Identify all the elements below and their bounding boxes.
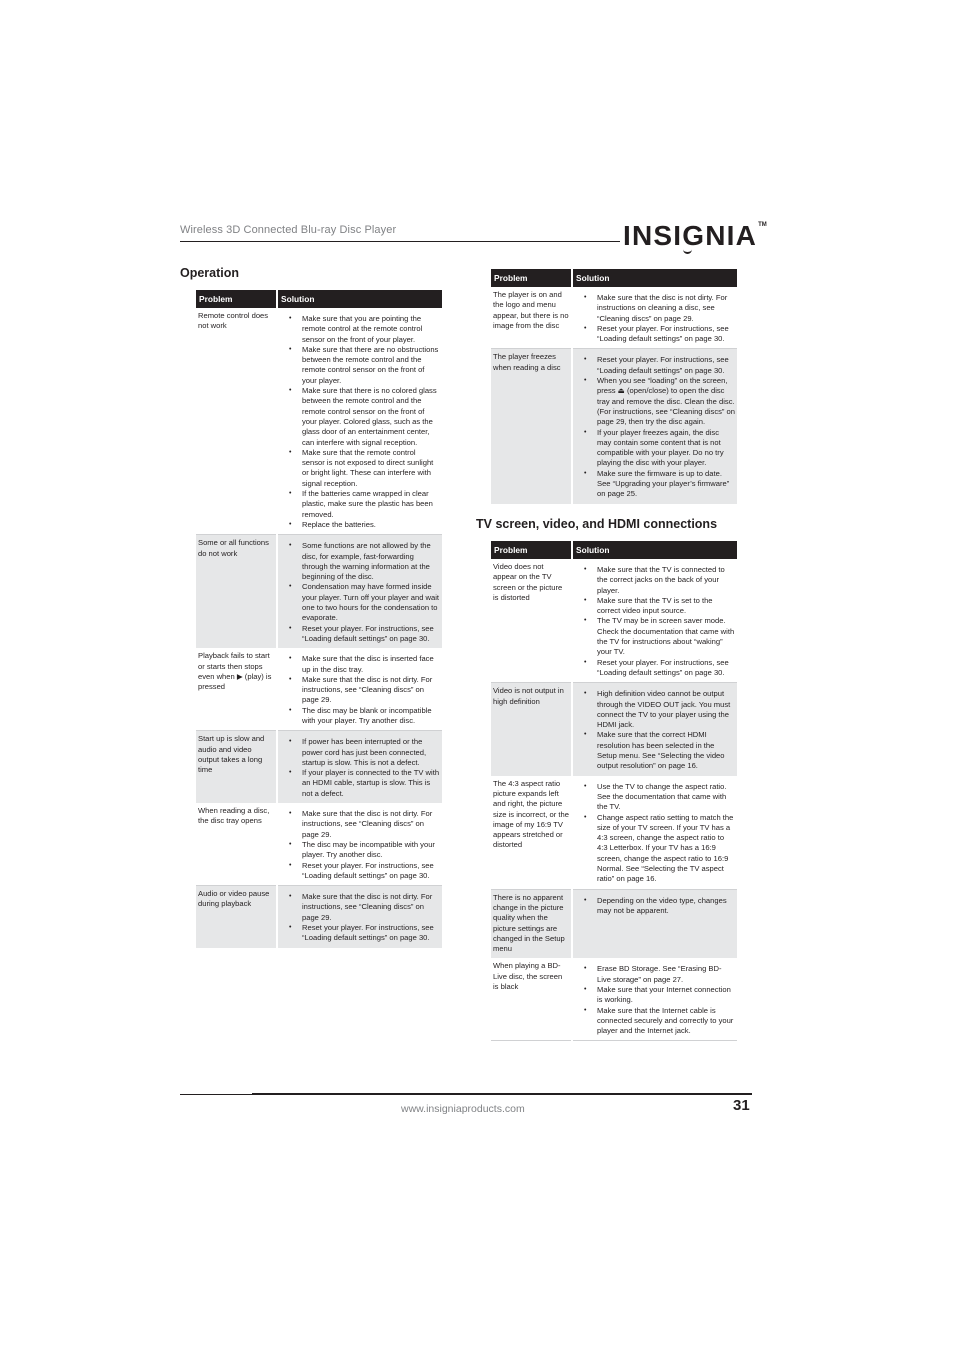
- solution-list: [575, 896, 735, 917]
- table-row: [491, 889, 737, 958]
- solution-cell: [572, 559, 737, 683]
- solution-list: [280, 654, 440, 726]
- solution-item: • Reset your player. For instructions, see “Loading default settings” on page 30.: [597, 355, 735, 376]
- logo-wordmark: INSIGNIA: [623, 220, 758, 251]
- solution-item: • Replace the batteries.: [302, 520, 440, 530]
- solution-item: • Reset your player. For instructions, see “Loading default settings” on page 30.: [597, 658, 735, 679]
- solution-item: • Reset your player. For instructions, see “Loading default settings” on page 30.: [597, 324, 735, 345]
- problem-cell: The 4:3 aspect ratio picture expands left and right, the picture size is incorrect, or the image of my 16:9 TV appears stretched or distorted: [491, 776, 572, 889]
- problem-column-header: Problem: [196, 290, 277, 308]
- problem-cell: Remote control does not work: [196, 308, 277, 535]
- table-row: [196, 731, 442, 803]
- solution-item: • If your player freezes again, the disc may contain some content that is not compatible with your player. Do no try playing the disc with your player.: [597, 428, 735, 469]
- table-row: [491, 683, 737, 776]
- solution-cell: [277, 648, 442, 731]
- solution-column-header: Solution: [572, 269, 737, 287]
- solution-cell: [277, 535, 442, 648]
- page-number: 31: [733, 1097, 750, 1114]
- solution-item: • Make sure that the correct HDMI resolution has been selected in the Setup menu. See “Selecting the video output resolution” on page 16.: [597, 730, 735, 771]
- problem-cell: Video is not output in high definition: [491, 683, 572, 776]
- solution-list: [575, 355, 735, 499]
- table-row: [491, 776, 737, 889]
- table-row: [196, 803, 442, 886]
- solution-item: • The TV may be in screen saver mode. Check the documentation that came with the TV for instructions about “waking” your TV.: [597, 616, 735, 657]
- solution-item: • Reset your player. For instructions, see “Loading default settings” on page 30.: [302, 624, 440, 645]
- tv-hdmi-heading: TV screen, video, and HDMI connections: [476, 517, 718, 531]
- solution-item: • Make sure that the disc is not dirty. For instructions on cleaning a disc, see “Cleaning discs” on page 29.: [597, 293, 735, 324]
- solution-item: • Erase BD Storage. See “Erasing BD-Live storage” on page 27.: [597, 964, 735, 985]
- solution-item: • If your player is connected to the TV with an HDMI cable, startup is slow. This is not a defect.: [302, 768, 440, 799]
- solution-list: [575, 293, 735, 344]
- solution-item: • Reset your player. For instructions, see “Loading default settings” on page 30.: [302, 923, 440, 944]
- operation-heading: Operation: [180, 266, 240, 280]
- header-divider: [180, 241, 620, 242]
- solution-item: • Make sure that the TV is connected to the correct jacks on the back of your player.: [597, 565, 735, 596]
- table-row: [491, 287, 737, 349]
- solution-item: • Make sure that you are pointing the remote control at the remote control sensor on the front of your player.: [302, 314, 440, 345]
- problem-cell: Playback fails to start or starts then stops even when ▶ (play) is pressed: [196, 648, 277, 731]
- table-header-row: [491, 269, 737, 287]
- solution-item: • The disc may be blank or incompatible with your player. Try another disc.: [302, 706, 440, 727]
- table-row: [491, 559, 737, 683]
- solution-item: • Reset your player. For instructions, see “Loading default settings” on page 30.: [302, 861, 440, 882]
- solution-item: • When you see “loading” on the screen, press ⏏ (open/close) to open the disc tray and remove the disc. Clean the disc. (For instructions, see “Cleaning discs” on page 29, then try the disc again.: [597, 376, 735, 427]
- table-row: [196, 308, 442, 535]
- solution-cell: [277, 803, 442, 886]
- insignia-logo: [623, 218, 767, 254]
- solution-cell: [572, 776, 737, 889]
- solution-cell: [572, 958, 737, 1041]
- solution-item: • Change aspect ratio setting to match the size of your TV screen. If your TV has a 4:3 screen, change the aspect ratio to 4:3 Letterbox. If your TV has a 16:9 screen, change the aspect ratio to 16:9 Normal. See “Selecting the TV aspect ratio” on page 16.: [597, 813, 735, 885]
- table-header-row: [491, 541, 737, 559]
- solution-list: [280, 809, 440, 881]
- logo-swoosh-icon: [683, 247, 692, 254]
- table-row: [491, 349, 737, 504]
- solution-item: • Make sure the firmware is up to date. See “Upgrading your player’s firmware” on page 25.: [597, 469, 735, 500]
- solution-item: • Use the TV to change the aspect ratio. See the documentation that came with the TV.: [597, 782, 735, 813]
- solution-item: • Make sure that the disc is not dirty. For instructions, see “Cleaning discs” on page 29.: [302, 675, 440, 706]
- solution-column-header: Solution: [572, 541, 737, 559]
- solution-list: [575, 565, 735, 678]
- logo-trademark: TM: [758, 222, 767, 228]
- problem-column-header: Problem: [491, 541, 572, 559]
- table-row: [196, 535, 442, 648]
- tv-hdmi-table: [491, 541, 737, 1041]
- operation-continued-table: [491, 269, 737, 504]
- solution-cell: [572, 683, 737, 776]
- solution-item: • Some functions are not allowed by the disc, for example, fast-forwarding through the warning information at the beginning of the disc.: [302, 541, 440, 582]
- problem-cell: When playing a BD-Live disc, the screen is black: [491, 958, 572, 1041]
- solution-item: • Make sure that there is no colored glass between the remote control and the remote control sensor on the front of your player. Colored glass, such as the glass door of an entertainment center, can interfere with signal reception.: [302, 386, 440, 448]
- solution-item: • Condensation may have formed inside your player. Turn off your player and wait one to two hours for the condensation to evaporate.: [302, 582, 440, 623]
- solution-item: • Make sure that the Internet cable is connected securely and correctly to your player and the Internet jack.: [597, 1006, 735, 1037]
- solution-item: • Make sure that the TV is set to the correct video input source.: [597, 596, 735, 617]
- problem-cell: There is no apparent change in the picture quality when the picture settings are changed in the Setup menu: [491, 889, 572, 958]
- operation-table: [196, 290, 442, 948]
- table-header-row: [196, 290, 442, 308]
- solution-item: • High definition video cannot be output through the VIDEO OUT jack. You must connect the TV to your player using the HDMI jack.: [597, 689, 735, 730]
- table-row: [196, 648, 442, 731]
- running-header-title: Wireless 3D Connected Blu-ray Disc Player: [180, 224, 397, 236]
- solution-column-header: Solution: [277, 290, 442, 308]
- solution-cell: [572, 349, 737, 504]
- solution-item: • Make sure that there are no obstructions between the remote control and the remote control sensor on the front of your player.: [302, 345, 440, 386]
- solution-item: • Depending on the video type, changes may not be apparent.: [597, 896, 735, 917]
- solution-item: • The disc may be incompatible with your player. Try another disc.: [302, 840, 440, 861]
- footer-divider-accent: [252, 1093, 752, 1095]
- solution-list: [575, 689, 735, 771]
- solution-list: [280, 737, 440, 799]
- solution-cell: [277, 886, 442, 948]
- problem-cell: Some or all functions do not work: [196, 535, 277, 648]
- solution-list: [280, 541, 440, 644]
- table-row: [491, 958, 737, 1041]
- table-row: [196, 886, 442, 948]
- solution-list: [575, 964, 735, 1036]
- solution-item: • Make sure that the disc is not dirty. For instructions, see “Cleaning discs” on page 29.: [302, 892, 440, 923]
- solution-item: • If the batteries came wrapped in clear plastic, make sure the plastic has been removed.: [302, 489, 440, 520]
- solution-cell: [572, 287, 737, 349]
- solution-cell: [277, 308, 442, 535]
- solution-item: • Make sure that the disc is not dirty. For instructions, see “Cleaning discs” on page 29.: [302, 809, 440, 840]
- problem-cell: The player is on and the logo and menu appear, but there is no image from the disc: [491, 287, 572, 349]
- solution-cell: [277, 731, 442, 803]
- problem-cell: When reading a disc, the disc tray opens: [196, 803, 277, 886]
- solution-list: [280, 892, 440, 943]
- solution-list: [280, 314, 440, 530]
- solution-item: • Make sure that the remote control sensor is not exposed to direct sunlight or bright light. These can interfere with signal reception.: [302, 448, 440, 489]
- problem-column-header: Problem: [491, 269, 572, 287]
- footer-website: www.insigniaproducts.com: [401, 1103, 525, 1115]
- solution-list: [575, 782, 735, 885]
- solution-item: • If power has been interrupted or the power cord has just been connected, startup is slow. This is not a defect.: [302, 737, 440, 768]
- problem-cell: Start up is slow and audio and video output takes a long time: [196, 731, 277, 803]
- solution-cell: [572, 889, 737, 958]
- solution-item: • Make sure that your Internet connection is working.: [597, 985, 735, 1006]
- problem-cell: Video does not appear on the TV screen or the picture is distorted: [491, 559, 572, 683]
- problem-cell: The player freezes when reading a disc: [491, 349, 572, 504]
- problem-cell: Audio or video pause during playback: [196, 886, 277, 948]
- solution-item: • Make sure that the disc is inserted face up in the disc tray.: [302, 654, 440, 675]
